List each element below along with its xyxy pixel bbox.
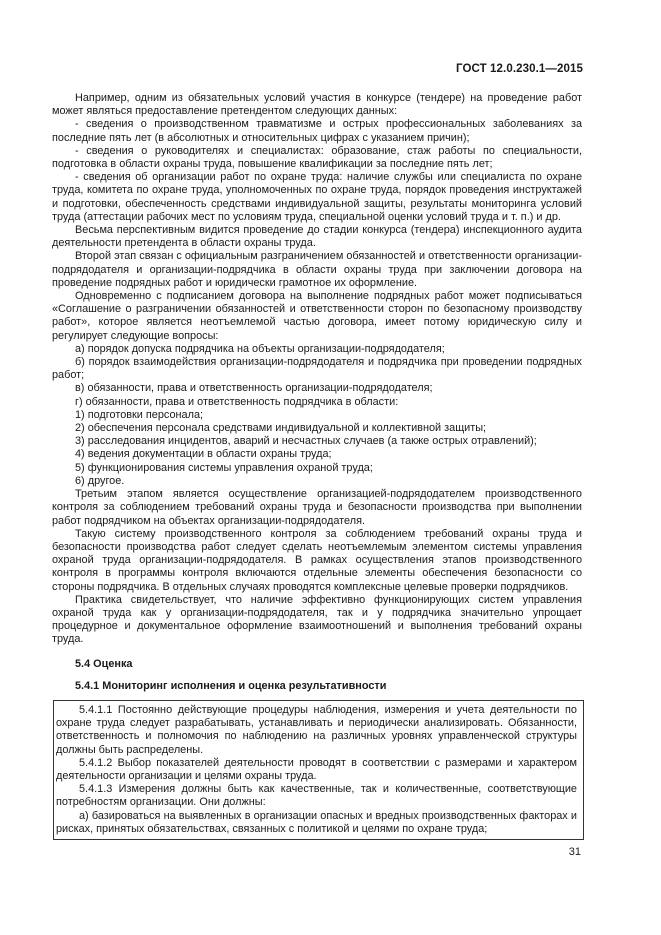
standard-header: ГОСТ 12.0.230.1—2015 (456, 63, 583, 75)
paragraph: Например, одним из обязательных условий участия в конкурсе (тендере) на проведение работ может являться предоставление претендентом следующих данных: (52, 92, 582, 118)
clause: 5.4.1.2 Выбор показателей деятельности проводят в соответствии с размерами и характером деятельности организации и целями охраны труда. (56, 756, 577, 782)
list-item: 2) обеспечения персонала средствами индивидуальной и коллективной защиты; (75, 422, 487, 435)
list-item: - сведения о производственном травматизме и острых профессиональных заболеваниях за последние пять лет (в абсолютных и относительных цифрах с указанием причин); (52, 118, 582, 144)
paragraph: Одновременно с подписанием договора на выполнение подрядных работ может подписываться «Соглашение о разграничении обязанностей и ответственности сторон по безопасному производству работ», которое является неотъемлемой частью договора, имеет потому юридическую силу и регулирует следующие вопросы: (52, 290, 582, 342)
list-item: - сведения об организации работ по охране труда: наличие службы или специалиста по охране труда, комитета по охране труда, уполномоченных по охране труда, порядок проведения инструктажей и подготовки, обеспеченность средствами индивидуальной защиты, результаты мониторинга условий труда (аттестации рабочих мест по условиям труда, специальной оценки условий труда и т. п.) и др. (52, 171, 582, 223)
boxed-requirements (53, 700, 584, 840)
section-heading: 5.4 Оценка (75, 657, 133, 670)
subsection-heading: 5.4.1 Мониторинг исполнения и оценка результативности (75, 679, 387, 692)
list-item: в) обязанности, права и ответственность организации-подрядодателя; (75, 382, 433, 395)
list-item: 5) функционирования системы управления охраной труда; (75, 461, 373, 474)
paragraph: Второй этап связан с официальным разграничением обязанностей и ответственности организации-подрядодателя и организации-подрядчика в области охраны труда при заключении договора на проведение подрядных работ и юридически грамотное их оформление. (52, 250, 582, 289)
list-item: 4) ведения документации в области охраны труда; (75, 448, 332, 461)
clause: 5.4.1.1 Постоянно действующие процедуры наблюдения, измерения и учета деятельности по охране труда следует разрабатывать, устанавливать и периодически анализировать. Обязанности, ответственность и полномочия по наблюдению на различных уровнях управленческой структуры должны быть распределены. (56, 703, 577, 756)
clause: 5.4.1.3 Измерения должны быть как качественные, так и количественные, соответствующие потребностям организации. Они должны: (56, 783, 577, 809)
document-body (52, 92, 582, 840)
list-item: б) порядок взаимодействия организации-подрядодателя и подрядчика при проведении подрядных работ; (52, 356, 582, 382)
paragraph: Такую систему производственного контроля за соблюдением требований охраны труда и безопасности производства работ следует сделать неотъемлемым элементом системы управления охраной труда организации-подрядодателя. В рамках осуществления этапов производственного контроля в программы контроля включаются отдельные элементы обеспечения безопасности со стороны подрядчика. В отдельных случаях проводятся комплексные целевые проверки подрядчиков. (52, 527, 582, 593)
paragraph: Весьма перспективным видится проведение до стадии конкурса (тендера) инспекционного аудита деятельности претендента в области охраны труда. (52, 224, 582, 250)
clause: а) базироваться на выявленных в организации опасных и вредных производственных факторах и рисках, принятых обязательствах, связанных с политикой и целями по охране труда; (56, 809, 577, 835)
list-item: г) обязанности, права и ответственность подрядчика в области: (75, 395, 399, 408)
list-item: 6) другое. (75, 474, 125, 487)
paragraph: Практика свидетельствует, что наличие эффективно функционирующих систем управления охраной труда как у организации-подрядодателя, так и у подрядчика значительно упрощает процедурное и документальное оформление взаимоотношений и выполнения требований охраны труда. (52, 593, 582, 646)
paragraph: Третьим этапом является осуществление организацией-подрядодателем производственного контроля за соблюдением требований охраны труда и безопасности производства при выполнении работ подрядчиком на объектах организации-подрядодателя. (52, 488, 582, 527)
page-number: 31 (568, 846, 581, 858)
list-item: - сведения о руководителях и специалистах: образование, стаж работы по специальности, подготовка в области охраны труда, повышение квалификации за последние пять лет; (52, 144, 582, 171)
list-item: 3) расследования инцидентов, аварий и несчастных случаев (а также острых отравлений); (75, 435, 537, 448)
list-item: 1) подготовки персонала; (75, 408, 204, 421)
list-item: а) порядок допуска подрядчика на объекты организации-подрядодателя; (75, 342, 445, 355)
